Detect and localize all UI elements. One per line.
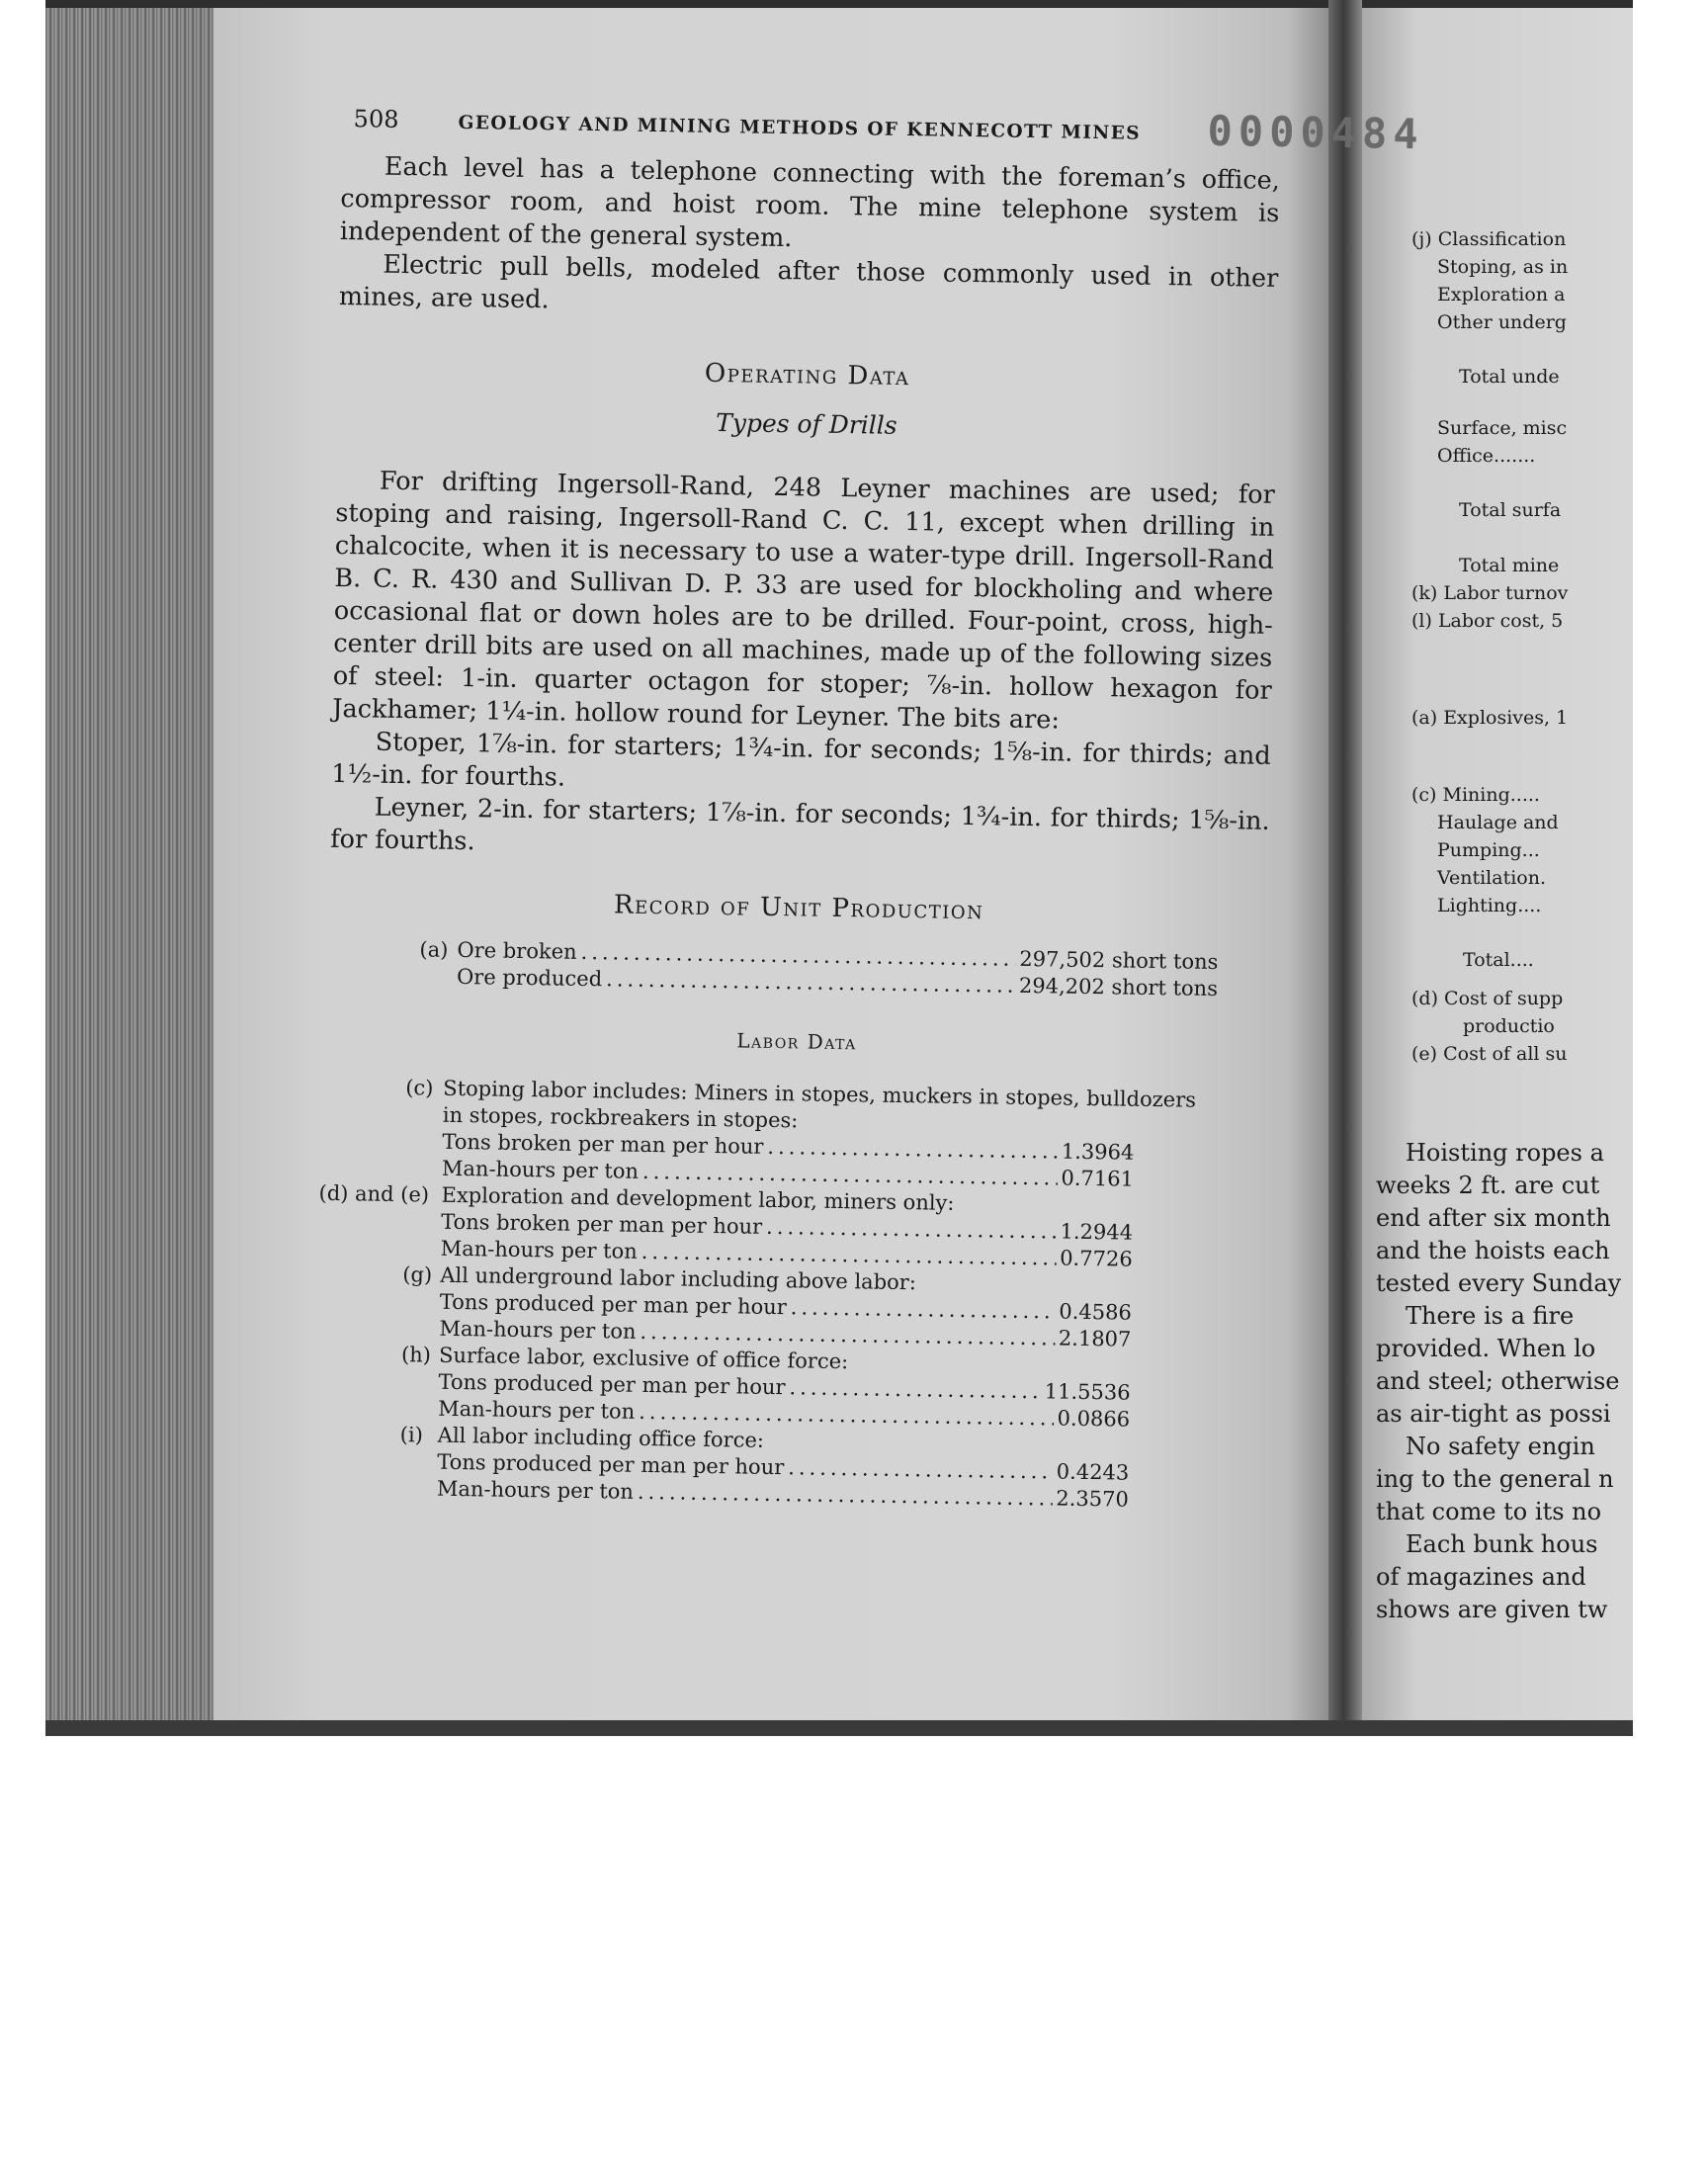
- right-page-line: Total....: [1463, 949, 1534, 971]
- right-page-body-line: as air-tight as possi: [1376, 1400, 1611, 1428]
- right-page-line: Stoping, as in: [1437, 256, 1569, 278]
- labor-item-mark: (i): [399, 1423, 424, 1447]
- document-stamp: 0000484: [1207, 106, 1424, 159]
- right-page-fragments: [1362, 8, 1633, 1720]
- right-page-body-line: provided. When lo: [1376, 1335, 1596, 1362]
- right-page-line: Ventilation.: [1437, 867, 1547, 889]
- labor-row-value: 0.4586: [1059, 1299, 1133, 1325]
- operating-data-heading: Operating Data: [704, 358, 910, 392]
- labor-row-value: 0.4243: [1056, 1459, 1130, 1485]
- labor-row-value: 1.3964: [1061, 1139, 1135, 1165]
- labor-row-value: 2.3570: [1056, 1486, 1130, 1512]
- right-page-line: Surface, misc: [1437, 417, 1568, 439]
- labor-item-text: All labor including office force:: [437, 1423, 765, 1452]
- labor-row-value: 1.2944: [1060, 1219, 1134, 1245]
- right-page-body-line: weeks 2 ft. are cut: [1376, 1172, 1600, 1199]
- unit-production-list: [328, 935, 1268, 1003]
- labor-row-label: Tons produced per man per hour: [439, 1289, 787, 1320]
- left-page-content: [318, 99, 1424, 1516]
- page-number: 508: [353, 105, 399, 133]
- right-page-line: Lighting....: [1437, 895, 1542, 916]
- right-page-body-line: and the hoists each: [1376, 1237, 1610, 1264]
- labor-row-label: Tons broken per man per hour: [440, 1209, 763, 1239]
- labor-item: [321, 1341, 1261, 1436]
- production-value: 297,502 short tons: [1019, 946, 1219, 975]
- right-page-line: Haulage and: [1437, 812, 1559, 833]
- labor-row-value: 0.7161: [1061, 1166, 1135, 1191]
- labor-row-label: Man-hours per ton: [436, 1476, 635, 1504]
- labor-item-text: All underground labor including above labor:: [440, 1262, 917, 1295]
- right-page-line: productio: [1463, 1015, 1555, 1037]
- labor-item-mark: (d) and (e): [318, 1180, 430, 1207]
- right-page-line: Other underg: [1437, 311, 1567, 333]
- labor-item: [322, 1261, 1262, 1355]
- labor-item-mark: (g): [402, 1262, 433, 1287]
- labor-row-label: Tons broken per man per hour: [442, 1129, 764, 1159]
- paragraph-stoper-bits: Stoper, 1⅞-in. for starters; 1¾-in. for seconds; 1⅝-in. for thirds; and 1½-in. for fourths.: [331, 727, 1271, 793]
- right-page-line: (k) Labor turnov: [1411, 582, 1569, 604]
- production-label: Ore broken: [457, 937, 577, 964]
- labor-item-text: Exploration and development labor, miners only:: [441, 1182, 955, 1215]
- paragraph-leyner-bits: Leyner, 2-in. for starters; 1⅞-in. for seconds; 1¾-in. for thirds; 1⅝-in. for fourths.: [329, 792, 1270, 857]
- right-page-line: (e) Cost of all su: [1411, 1043, 1568, 1065]
- labor-data-list: [320, 1074, 1266, 1516]
- labor-item: [320, 1421, 1260, 1516]
- labor-row-label: Tons produced per man per hour: [437, 1449, 785, 1480]
- right-page-line: Pumping...: [1437, 839, 1540, 861]
- production-mark: (a): [419, 937, 449, 962]
- paragraph-drills: For drifting Ingersoll-Rand, 248 Leyner machines are used; for stoping and raising, Ingersoll-Rand C. C. 11, except when drilling in chalcocite, when it is necessary to use a water-type drill. Ingersoll-Rand B. C. R. 430 and Sullivan D. P. 33 are used for blockholing and where occasional flat or down holes are to be drilled. Four-point, cross, high-center drill bits are used on all machines, made up of the following sizes of steel: 1-in. quarter octagon for stoper; ⅞-in. hollow hexagon for Jackhamer; 1¼-in. hollow round for Leyner. The bits are:: [332, 466, 1276, 736]
- types-of-drills-heading: Types of Drills: [715, 407, 897, 440]
- labor-row-label: Man-hours per ton: [440, 1236, 638, 1263]
- right-page-body-line: tested every Sunday: [1376, 1269, 1622, 1297]
- leader-dots: [788, 1454, 1053, 1485]
- labor-row-label: Man-hours per ton: [441, 1156, 640, 1183]
- labor-item-text: Stoping labor includes: Miners in stopes, muckers in stopes, bulldozers in stopes, rockbreakers in stopes:: [442, 1076, 1197, 1133]
- right-page-body-line: No safety engin: [1406, 1433, 1595, 1460]
- paragraph-pull-bells: Electric pull bells, modeled after those commonly used in other mines, are used.: [338, 249, 1279, 315]
- labor-item: [325, 1074, 1266, 1195]
- scan-bottom-edge: [45, 1720, 1633, 1736]
- labor-row-value: 11.5536: [1044, 1379, 1131, 1405]
- right-page-line: (c) Mining.....: [1411, 784, 1540, 806]
- right-page-line: (a) Explosives, 1: [1411, 707, 1569, 729]
- labor-item-text: Surface labor, exclusive of office force:: [438, 1343, 849, 1374]
- right-page-line: (l) Labor cost, 5: [1411, 610, 1564, 632]
- labor-item-mark: (h): [400, 1343, 432, 1367]
- right-page-body-line: end after six month: [1376, 1204, 1611, 1232]
- right-page-body-line: and steel; otherwise: [1376, 1367, 1620, 1395]
- right-page-line: Exploration a: [1437, 284, 1566, 305]
- labor-data-heading: Labor Data: [736, 1028, 857, 1055]
- labor-row-value: 2.1807: [1058, 1326, 1132, 1351]
- production-mark: [419, 983, 457, 984]
- right-page-line: Total surfa: [1459, 499, 1562, 521]
- right-page-body-line: Hoisting ropes a: [1406, 1139, 1604, 1167]
- right-page: [1362, 8, 1633, 1720]
- right-page-line: Total mine: [1459, 555, 1560, 576]
- labor-item-mark: (c): [405, 1076, 434, 1100]
- production-value: 294,202 short tons: [1018, 973, 1219, 1001]
- leader-dots: [789, 1374, 1041, 1405]
- right-page-body-line: Each bunk hous: [1406, 1530, 1598, 1558]
- labor-item: [318, 1180, 1264, 1275]
- production-label: Ore produced: [456, 964, 603, 992]
- labor-row-value: 0.0866: [1057, 1406, 1131, 1432]
- right-page-line: (d) Cost of supp: [1411, 988, 1564, 1009]
- labor-row-value: 0.7726: [1059, 1246, 1133, 1271]
- leader-dots: [606, 966, 1015, 999]
- right-page-line: Total unde: [1459, 366, 1560, 388]
- running-head: GEOLOGY AND MINING METHODS OF KENNECOTT MINES: [458, 112, 1142, 144]
- labor-row-label: Man-hours per ton: [438, 1396, 636, 1424]
- right-page-body-line: of magazines and: [1376, 1563, 1586, 1591]
- labor-row-label: Man-hours per ton: [439, 1316, 637, 1344]
- paragraph-telephone: Each level has a telephone connecting with the foreman’s office, compressor room, and hoist room. The mine telephone system is independent of the general system.: [339, 151, 1281, 254]
- right-page-line: (j) Classification: [1411, 228, 1567, 250]
- book-gutter: [1328, 0, 1362, 1736]
- scanned-book-spread: [45, 0, 1633, 1736]
- right-page-body-line: that come to its no: [1376, 1498, 1602, 1525]
- leader-dots: [791, 1294, 1056, 1325]
- right-page-body-line: ing to the general n: [1376, 1465, 1614, 1493]
- page-edges: [45, 8, 214, 1728]
- right-page-body-line: shows are given tw: [1376, 1596, 1608, 1623]
- right-page-body-line: There is a fire: [1406, 1302, 1575, 1330]
- right-page-line: Office.......: [1437, 445, 1536, 467]
- labor-row-label: Tons produced per man per hour: [438, 1369, 786, 1400]
- unit-production-heading: Record of Unit Production: [613, 890, 984, 926]
